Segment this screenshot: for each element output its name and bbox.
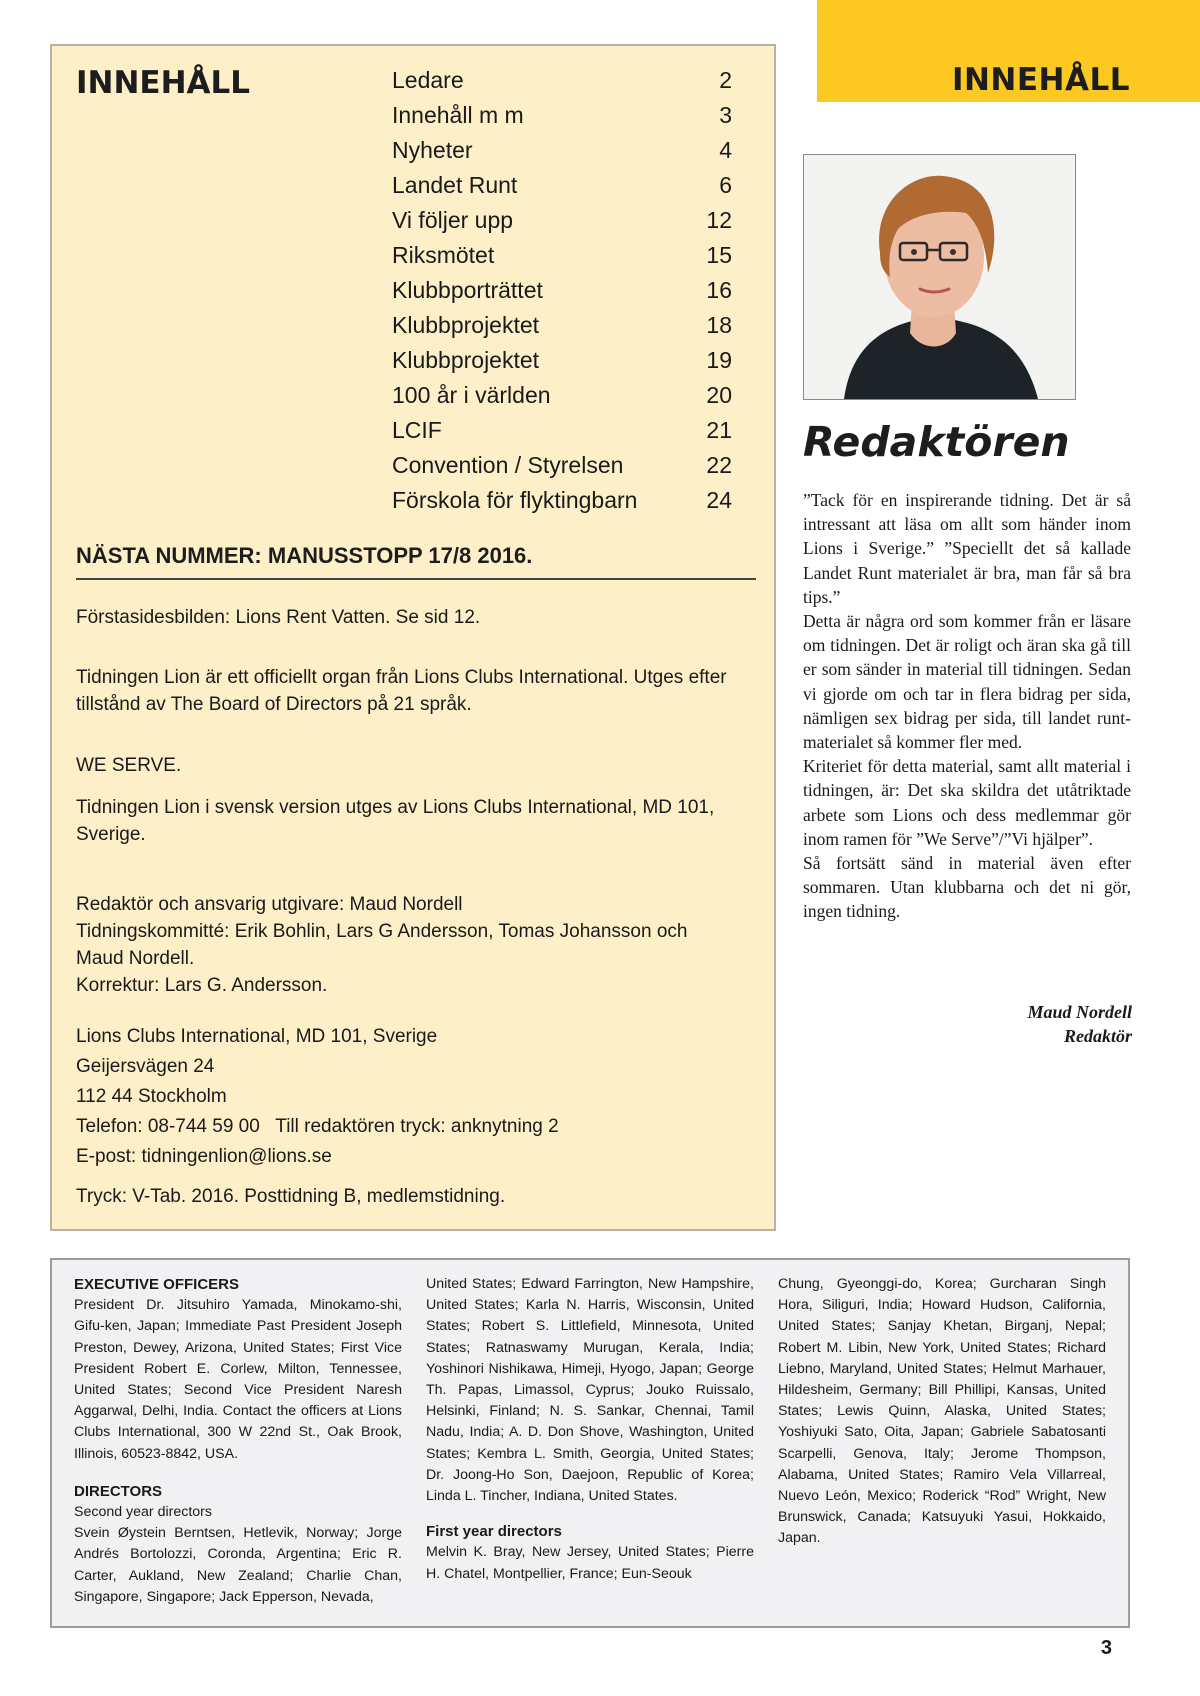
toc-item-label: Landet Runt	[392, 172, 518, 198]
editor-paragraph: Detta är några ord som kommer från er läsare om tidningen. Det är roligt och äran ska gå till er som sänder in material till tidningen. Sedan vi gjorde om och tar in flera bidrag per sida, nämligen sex bidrag per sida, till landet runt-materialet så kommer fler med.	[803, 611, 1131, 753]
address-street: Geijersvägen 24	[76, 1056, 215, 1077]
toc-item-page: 21	[706, 417, 732, 443]
toc-item[interactable]	[392, 208, 732, 243]
first-year-directors-heading: First year directors	[426, 1523, 562, 1541]
print-line: Tryck: V-Tab. 2016. Posttidning B, medlemstidning.	[76, 1186, 506, 1207]
toc-item-label: Convention / Styrelsen	[392, 452, 624, 478]
toc-item-label: Riksmötet	[392, 242, 495, 268]
signature-role: Redaktör	[1063, 1026, 1132, 1046]
officers-column-3	[778, 1274, 1106, 1550]
section-tab-title: INNEHÅLL	[951, 62, 1130, 98]
toc-item-page: 15	[706, 242, 732, 268]
toc-item-label: Klubbprojektet	[392, 312, 540, 338]
toc-item-page: 2	[719, 67, 732, 93]
motto: WE SERVE.	[76, 755, 182, 776]
contents-box	[50, 44, 776, 1231]
editor-paragraph: Kriteriet för detta material, samt allt material i tidningen, är: Det ska skildra det utåtriktade arbete som Lions och dess medlemmar gör inom ramen för ”We Serve”/”Vi hjälper”.	[803, 756, 1131, 849]
toc-item-label: Nyheter	[392, 137, 473, 163]
toc-item-page: 3	[719, 102, 732, 128]
toc-item-label: Innehåll m m	[392, 102, 524, 128]
editor-paragraph: Så fortsätt sänd in material även efter sommaren. Utan klubbarna och det ni gör, ingen tidning.	[803, 853, 1131, 922]
toc-item[interactable]	[392, 418, 732, 453]
cover-photo-credit: Förstasidesbilden: Lions Rent Vatten. Se sid 12.	[76, 607, 481, 628]
second-year-directors-text: Svein Øystein Berntsen, Hetlevik, Norway; Jorge Andrés Bortolozzi, Coronda, Argentina; Eric R. Carter, Aukland, New Zealand; Charlie Chan, Singapore, Singapore; Jack Epperson, Nevada,	[74, 1525, 402, 1605]
toc-item[interactable]	[392, 173, 732, 208]
address-org: Lions Clubs International, MD 101, Sverige	[76, 1026, 438, 1047]
officers-column-1	[74, 1274, 402, 1608]
officers-box	[50, 1258, 1130, 1628]
editor-signature	[1027, 1000, 1132, 1048]
contents-list	[392, 68, 732, 523]
section-tab	[817, 0, 1200, 102]
toc-item-page: 18	[706, 312, 732, 338]
toc-item-label: Förskola för flyktingbarn	[392, 487, 638, 513]
toc-item-page: 20	[706, 382, 732, 408]
toc-item-page: 22	[706, 452, 732, 478]
page-number: 3	[1100, 1637, 1112, 1659]
toc-item-label: Vi följer upp	[392, 207, 514, 233]
toc-item[interactable]	[392, 68, 732, 103]
publisher-statement: Tidningen Lion i svensk version utges av Lions Clubs International, MD 101, Sverige.	[76, 797, 715, 845]
toc-item-page: 6	[719, 172, 732, 198]
toc-item-label: Ledare	[392, 67, 464, 93]
address-phone: Telefon: 08-744 59 00 Till redaktören tryck: anknytning 2	[76, 1116, 559, 1137]
toc-item-label: 100 år i världen	[392, 382, 551, 408]
editor-paragraph: ”Tack för en inspirerande tidning. Det är så intressant att läsa om allt som händer inom Lions i Sverige.” ”Speciellt det så kallade Landet Runt materialet är bra, man får så bra tips.”	[803, 490, 1131, 607]
first-year-directors-text: Chung, Gyeonggi-do, Korea; Gurcharan Singh Hora, Siliguri, India; Howard Hudson, California, United States; Sanjay Khetan, Birganj, Nepal; Robert M. Libin, New York, United States; Richard Liebno, Maryland, United States; Helmut Marhauer, Hildesheim, Germany; Bill Phillipi, Kansas, United States; Lewis Quinn, Alaska, United States; Yoshiyuki Sato, Oita, Japan; Gabriele Sabatosanti Scarpelli, Genova, Italy; Jerome Thompson, Alabama, United States; Ramiro Vela Villarreal, Nuevo León, Mexico; Roderick “Rod” Wright, New Brunswick, Canada; Katsuyuki Yasui, Hokkaido, Japan.	[778, 1276, 1106, 1547]
toc-item[interactable]	[392, 138, 732, 173]
toc-item-page: 24	[706, 487, 732, 513]
officers-column-2	[426, 1274, 754, 1585]
second-year-directors-text: United States; Edward Farrington, New Hampshire, United States; Karla N. Harris, Wisconsin, United States; Robert S. Littlefield, Minnesota, United States; Ratnaswamy Murugan, Kerala, India; Yoshinori Nishikawa, Himeji, Hyogo, Japan; George Th. Papas, Limassol, Cyprus; Jouko Ruissalo, Helsinki, Finland; N. S. Sankar, Chennai, Tamil Nadu, India; A. D. Don Shove, Washington, United States; Kembra L. Smith, Georgia, United States; Dr. Joong-Ho Son, Daejoon, Republic of Korea; Linda L. Tincher, Indiana, United States.	[426, 1276, 754, 1505]
editor-column-text	[803, 488, 1131, 924]
first-year-directors-text: Melvin K. Bray, New Jersey, United States; Pierre H. Chatel, Montpellier, France; Eun-Seouk	[426, 1544, 754, 1582]
toc-item-label: Klubbporträttet	[392, 277, 543, 303]
toc-item-label: Klubbprojektet	[392, 347, 540, 373]
toc-item[interactable]	[392, 383, 732, 418]
executive-officers-text: President Dr. Jitsuhiro Yamada, Minokamo-shi, Gifu-ken, Japan; Immediate Past President Joseph Preston, Dewey, Arizona, United States; First Vice President Robert E. Corlew, Milton, Tennessee, United States; Second Vice President Naresh Aggarwal, Delhi, India. Contact the officers at Lions Clubs International, 300 W 22nd St., Oak Brook, Illinois, 60523-8842, USA.	[74, 1297, 402, 1462]
address-email[interactable]: E-post: tidningenlion@lions.se	[76, 1146, 332, 1167]
toc-item[interactable]	[392, 243, 732, 278]
next-issue-deadline: NÄSTA NUMMER: MANUSSTOPP 17/8 2016.	[76, 543, 756, 580]
toc-item[interactable]	[392, 348, 732, 383]
organ-statement: Tidningen Lion är ett officiellt organ från Lions Clubs International. Utges efter tillstånd av The Board of Directors på 21 språk.	[76, 667, 727, 715]
editor-column-title: Redaktören	[803, 418, 1070, 466]
toc-item[interactable]	[392, 488, 732, 523]
signature-name: Maud Nordell	[1027, 1002, 1132, 1022]
toc-item[interactable]	[392, 313, 732, 348]
toc-item-page: 4	[719, 137, 732, 163]
toc-item[interactable]	[392, 103, 732, 138]
editor-line: Redaktör och ansvarig utgivare: Maud Nordell	[76, 894, 463, 915]
proofreading-line: Korrektur: Lars G. Andersson.	[76, 975, 328, 996]
committee-line: Tidningskommitté: Erik Bohlin, Lars G Andersson, Tomas Johansson och Maud Nordell.	[76, 921, 688, 969]
toc-item-page: 12	[706, 207, 732, 233]
second-year-directors-heading: Second year directors	[74, 1504, 213, 1521]
toc-item[interactable]	[392, 453, 732, 488]
executive-officers-heading: EXECUTIVE OFFICERS	[74, 1276, 240, 1293]
editor-portrait-image	[804, 155, 1075, 399]
contents-heading: INNEHÅLL	[76, 65, 251, 101]
toc-item-label: LCIF	[392, 417, 442, 443]
editor-portrait	[803, 154, 1076, 400]
toc-item[interactable]	[392, 278, 732, 313]
toc-item-page: 16	[706, 277, 732, 303]
directors-heading: DIRECTORS	[74, 1482, 163, 1500]
toc-item-page: 19	[706, 347, 732, 373]
address-city: 112 44 Stockholm	[76, 1086, 227, 1107]
